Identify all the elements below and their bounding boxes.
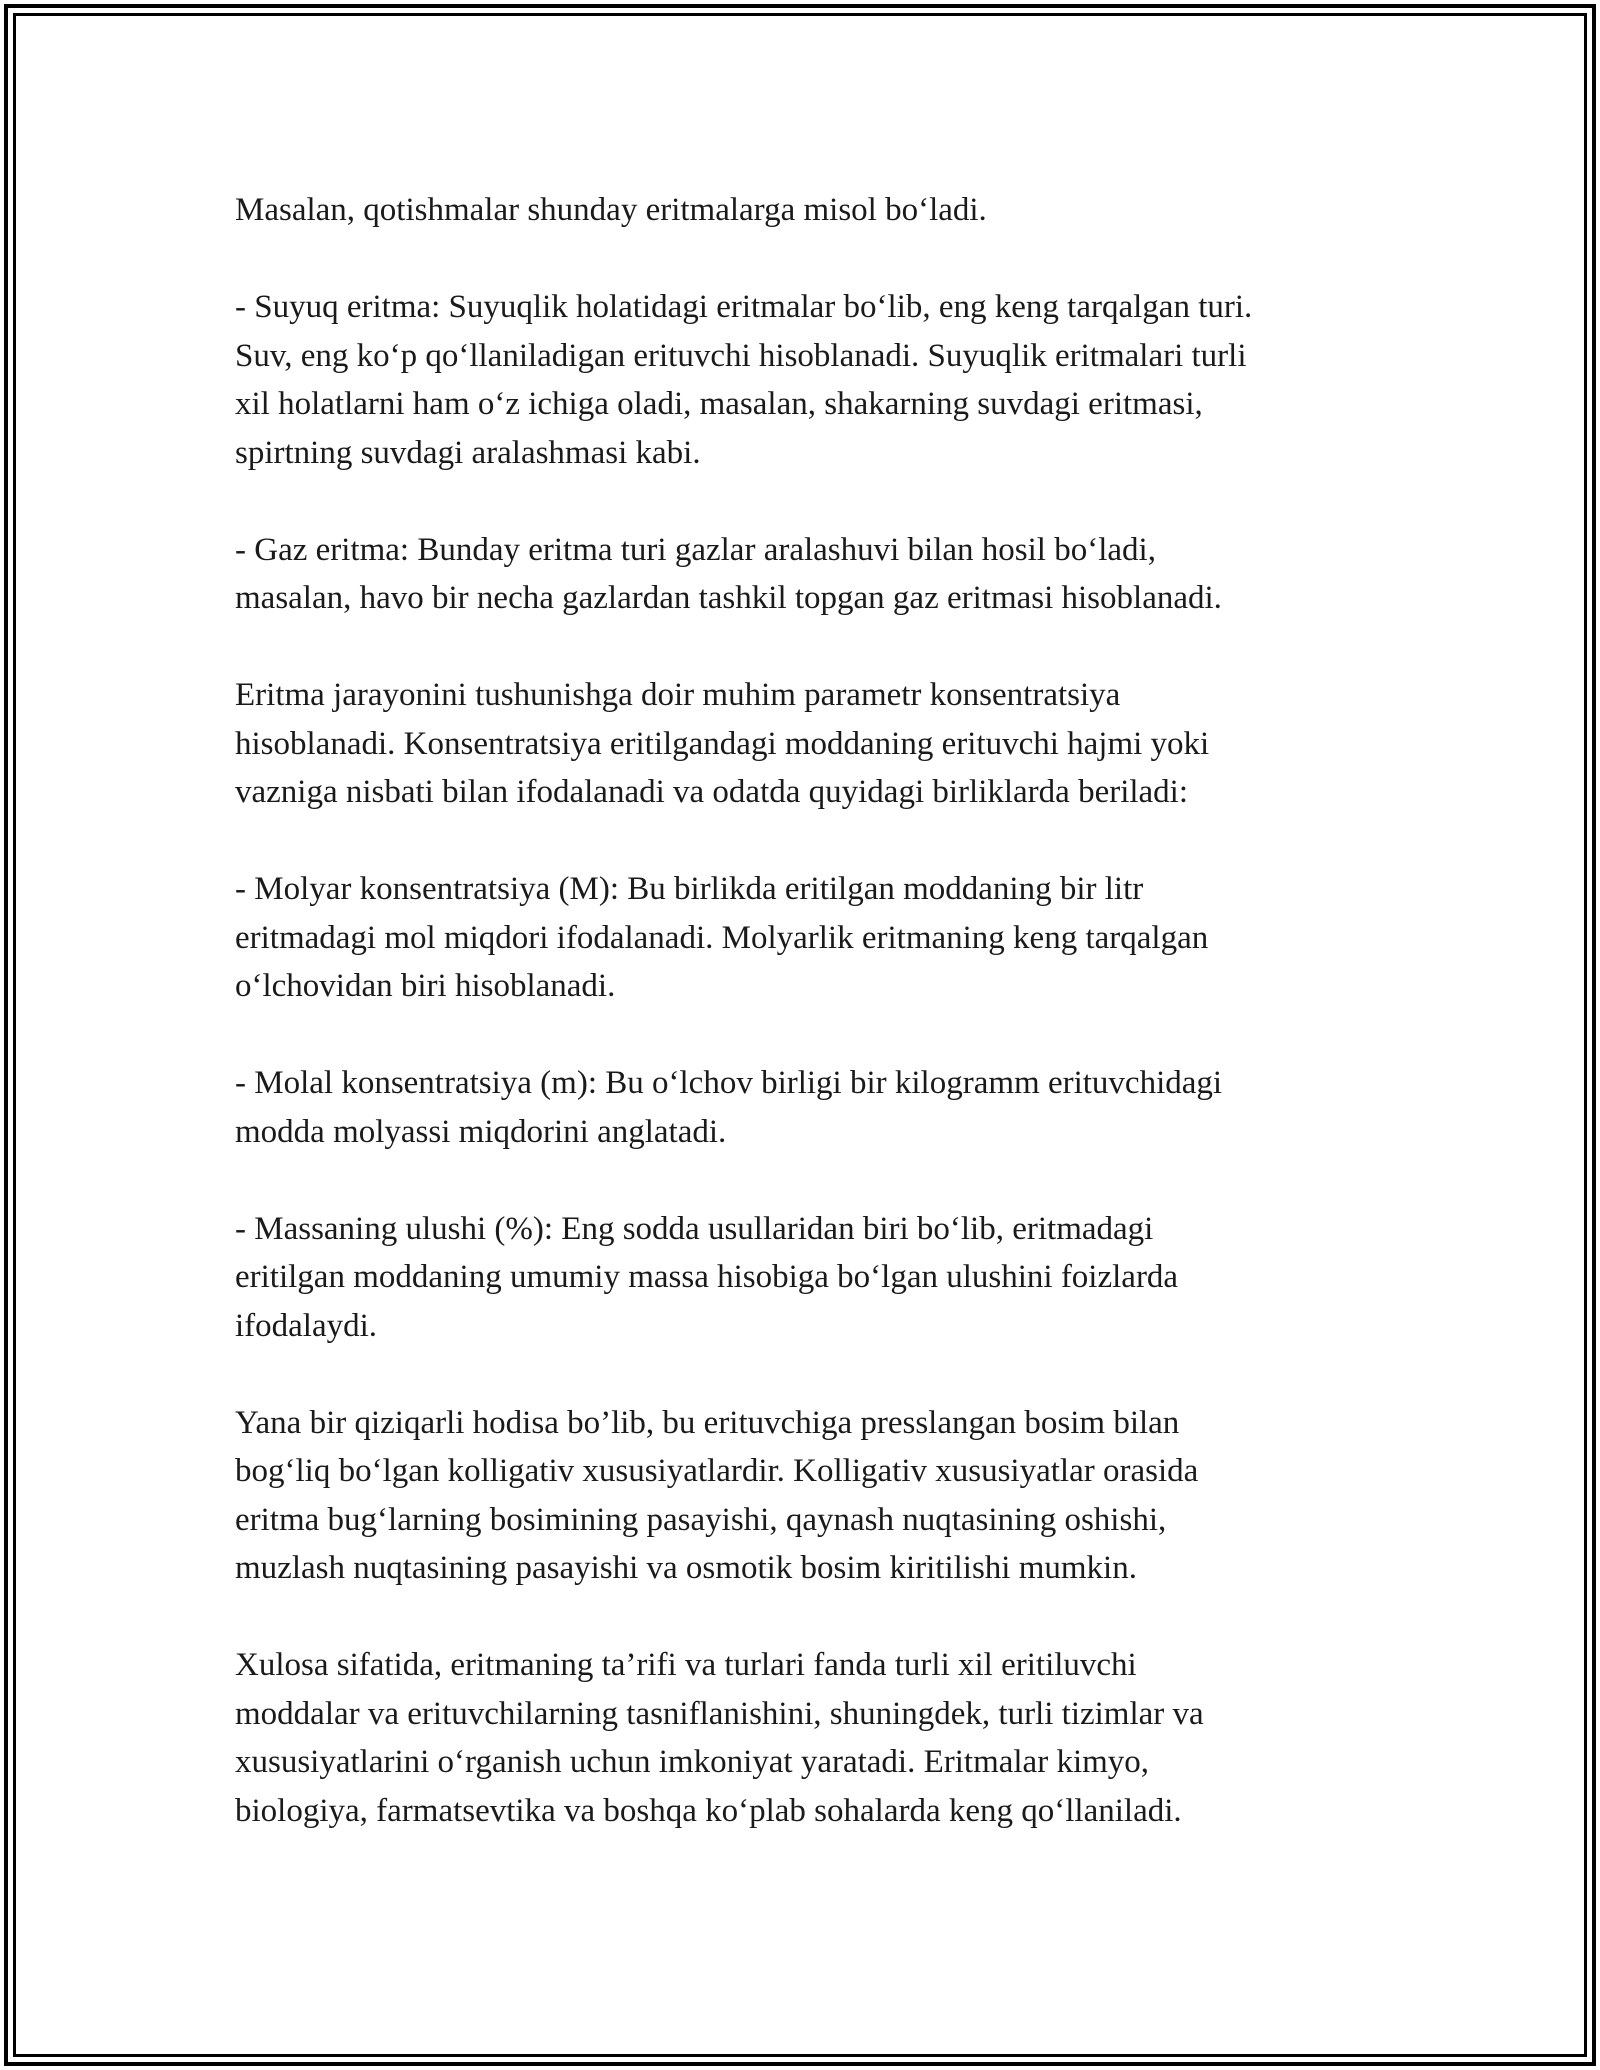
paragraph-molal-concentration: - Molal konsentratsiya (m): Bu o‘lchov birligi bir kilogramm erituvchidagi modda molyassi miqdorini anglatadi.: [235, 1065, 1223, 1150]
paragraph-conclusion: Xulosa sifatida, eritmaning ta’rifi va turlari fanda turli xil eritiluvchi moddalar va erituvchilarning tasniflanishini, shuningdek, turli tizimlar va xususiyatlarini o‘rganish uchun imkoniyat yaratadi. Eritmalar kimyo, biologiya, farmatsevtika va boshqa ko‘plab sohalarda keng qo‘llaniladi.: [235, 1647, 1204, 1829]
paragraph-liquid-solution: - Suyuq eritma: Suyuqlik holatidagi eritmalar bo‘lib, eng keng tarqalgan turi. Suv, eng ko‘p qo‘llaniladigan erituvchi hisoblanadi. Suyuqlik eritmalari turli xil holatlarni ham o‘z ichiga oladi, masalan, shakarning suvdagi eritmasi, spirtning suvdagi aralashmasi kabi.: [235, 289, 1253, 471]
document-body: [235, 186, 1395, 1884]
paragraph-concentration-intro: Eritma jarayonini tushunishga doir muhim parametr konsentratsiya hisoblanadi. Konsentratsiya eritilgandagi moddaning erituvchi hajmi yoki vazniga nisbati bilan ifodalanadi va odatda quyidagi birliklarda beriladi:: [235, 677, 1210, 810]
paragraph-alloys-example: Masalan, qotishmalar shunday eritmalarga misol bo‘ladi.: [235, 192, 987, 228]
paragraph-colligative-properties: Yana bir qiziqarli hodisa bo’lib, bu erituvchiga presslangan bosim bilan bog‘liq bo‘lgan kolligativ xususiyatlardir. Kolligativ xususiyatlar orasida eritma bug‘larning bosimining pasayishi, qaynash nuqtasining oshishi, muzlash nuqtasining pasayishi va osmotik bosim kiritilishi mumkin.: [235, 1404, 1199, 1586]
paragraph-gas-solution: - Gaz eritma: Bunday eritma turi gazlar aralashuvi bilan hosil bo‘ladi, masalan, havo bir necha gazlardan tashkil topgan gaz eritmasi hisoblanadi.: [235, 531, 1222, 616]
paragraph-mass-fraction: - Massaning ulushi (%): Eng sodda usullaridan biri bo‘lib, eritmadagi eritilgan moddaning umumiy massa hisobiga bo‘lgan ulushini foizlarda ifodalaydi.: [235, 1210, 1179, 1344]
paragraph-molar-concentration: - Molyar konsentratsiya (M): Bu birlikda eritilgan moddaning bir litr eritmadagi mol miqdori ifodalanadi. Molyarlik eritmaning keng tarqalgan o‘lchovidan biri hisoblanadi.: [235, 871, 1209, 1004]
